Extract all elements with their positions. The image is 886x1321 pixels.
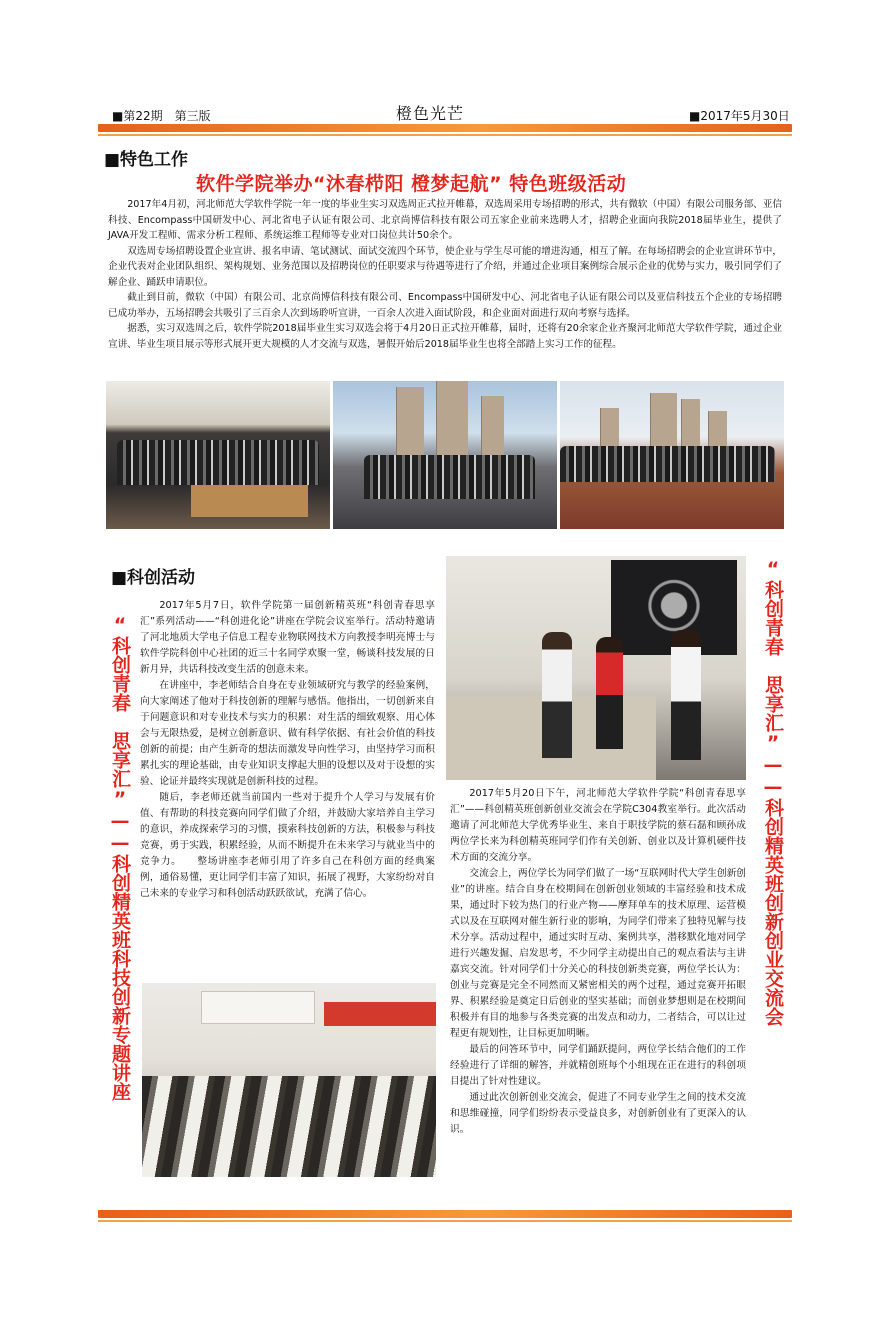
article-paragraph: 2017年4月初，河北师范大学软件学院一年一度的毕业生实习双选周正式拉开帷幕，双选周采用专场招聘的形式，共有微软（中国）有限公司服务部、亚信科技、Encompass中国研发中心、河北省电子认证有限公司、北京尚博信科技有限公司五家企业前来选聘人才，招聘企业面向我院2018届毕业生，提供了JAVA开发工程师、需求分析工程师、系统运维工程师等专业对口岗位共计50余个。 bbox=[108, 199, 782, 241]
article-paragraph: 交流会上，两位学长为同学们做了一场“互联网时代大学生创新创业”的讲座。结合自身在校期间在创新创业领域的丰富经验和技术成果，通过时下较为热门的行业产物——摩拜单车的技术原理、运营模式以及在互联网对催生新行业的影响，为同学们带来了独特见解与技术分享。活动过程中，通过实时互动、案例共享，潜移默化地对同学进行兴趣发掘、启发思考，不少同学主动提出自己的观点看法与主讲嘉宾交流。针对同学们十分关心的科技创新类竞赛，两位学长认为：创业与竞赛是完全不同然而又紧密相关的两个过程，通过竞赛开拓眼界、积累经验是奠定日后创业的坚实基础；而创业梦想则是在校期间积极并有目的地参与各类竞赛的出发点和动力，二者结合，可以让过程更有规划性，让目标更加明晰。 bbox=[450, 868, 746, 1039]
article-paragraph: 2017年5月7日，软件学院第一届创新精英班“科创青春思享汇”系列活动——“科创进化论”讲座在学院会议室举行。活动特邀请了河北地质大学电子信息工程专业物联网技术方向教授李明亮博士与软件学院科创中心社团的近三十名同学欢聚一堂，畅谈科技发展的日新月异，共话科技改变生活的创意未来。 bbox=[140, 600, 435, 675]
issue-info: ■第22期 第三版 bbox=[112, 109, 211, 123]
left-column-body bbox=[140, 598, 435, 902]
article-paragraph: 在讲座中，李老师结合自身在专业领域研究与教学的经验案例，向大家阐述了他对于科技创新的理解与感悟。他指出，一切创新来自于问题意识和对专业技术与实力的积累：对生活的细致观察、用心体会与无限热爱，是树立创新意识、做有科学依据、有社会价值的科技创新的前提；由产生新奇的想法而激发导向性学习，由坚持学习而积累扎实的理论基础，由专业知识支撑起大胆的设想以及对于设想的实验、论证并最终实现就是创新科技的过程。 bbox=[140, 680, 435, 787]
photo-lecture-hall bbox=[106, 381, 330, 529]
photo-seminar-room bbox=[142, 983, 436, 1177]
article-paragraph: 2017年5月20日下午，河北师范大学软件学院“科创青春思享汇”——科创精英班创新创业交流会在学院C304教室举行。此次活动邀请了河北师范大学优秀毕业生、来自于职技学院的蔡石磊和顾孙成两位学长来为科创精英班同学们作有关创新、创业以及计算机硬件技术方面的交流分享。 bbox=[450, 788, 746, 863]
article-paragraph: 双选周专场招聘设置企业宣讲、报名申请、笔试测试、面试交流四个环节，使企业与学生尽可能的增进沟通，相互了解。在每场招聘会的企业宣讲环节中，企业代表对企业团队组织、架构规划、业务范围以及招聘岗位的任职要求与待遇等进行了介绍，并通过企业项目案例综合展示企业的优势与实力，吸引同学们了解企业、踊跃申请职位。 bbox=[108, 245, 782, 288]
article-paragraph: 截止到目前，微软（中国）有限公司、北京尚博信科技有限公司、Encompass中国研发中心、河北省电子认证有限公司以及亚信科技五个企业的专场招聘已成功举办，五场招聘会共吸引了三百余人次到场聆听宣讲，一百余人次进入面试阶段，和企业面对面进行双向考察与选择。 bbox=[108, 292, 782, 319]
issue-date: ■2017年5月30日 bbox=[689, 109, 790, 123]
article-body bbox=[108, 197, 782, 352]
section-title-features: ■特色工作 bbox=[104, 150, 189, 170]
article-paragraph: 最后的问答环节中，同学们踊跃提问，两位学长结合他们的工作经验进行了详细的解答，并就精创班每个小组现在正在进行的科创项目提出了针对性建议。 bbox=[450, 1044, 746, 1087]
newspaper-title: 橙色光芒 bbox=[396, 104, 465, 123]
header-rule bbox=[98, 124, 792, 136]
article-paragraph: 通过此次创新创业交流会，促进了不同专业学生之间的技术交流和思维碰撞，同学们纷纷表示受益良多，对创新创业有了更深入的认识。 bbox=[450, 1092, 746, 1135]
article-headline: 软件学院举办“沐春栉阳 橙梦起航” 特色班级活动 bbox=[196, 173, 627, 195]
vertical-headline-left: “科创青春 思享汇”——科创精英班科技创新专题讲座 bbox=[109, 614, 131, 1101]
right-column-body bbox=[450, 786, 746, 1138]
section-title-innovation: ■科创活动 bbox=[111, 568, 196, 588]
vertical-headline-right: “科创青春 思享汇”——科创精英班创新创业交流会 bbox=[762, 558, 784, 1026]
photo-group-outdoor bbox=[333, 381, 557, 529]
article-paragraph: 随后，李老师还就当前国内一些对于提升个人学习与发展有价值、有帮助的科技竞赛向同学们做了介绍，并鼓励大家培养自主学习的意识，养成探索学习的习惯，摸索科技创新的方法，积极参与科技竞赛，勇于实践，积累经验，从而不断提升在未来学习与就业当中的竞争力。 整场讲座李老师引用了许多自己在科创方面的经典案例，通俗易懂，更让同学们丰富了知识，拓展了视野，大家纷纷对自己未来的专业学习和科创活动跃跃欲试，充满了信心。 bbox=[140, 792, 435, 899]
photo-running-track bbox=[560, 381, 784, 529]
photo-classroom-speakers bbox=[446, 556, 746, 780]
article-paragraph: 据悉，实习双选周之后，软件学院2018届毕业生实习双选会将于4月20日正式拉开帷幕，届时，还将有20余家企业齐聚河北师范大学软件学院，通过企业宣讲、毕业生项目展示等形式展开更大规模的人才交流与双选，暑假开始后2018届毕业生也将全部踏上实习工作的征程。 bbox=[108, 323, 782, 350]
footer-rule bbox=[98, 1210, 792, 1222]
